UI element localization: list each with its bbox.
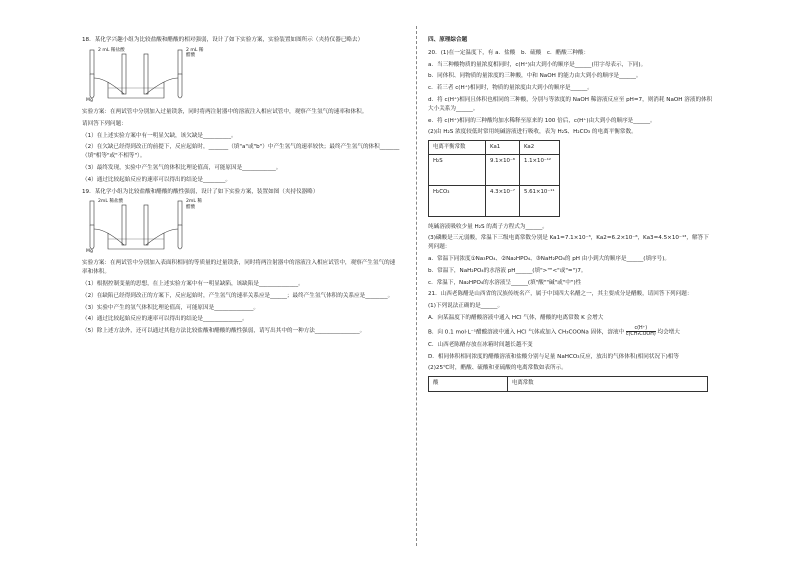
q19-apparatus-figure: [86, 199, 206, 255]
q20-item-b: b．同体积、同物质的量浓度的三种酸，中和 NaOH 的能力由大到小的顺序是______。: [428, 73, 642, 80]
q21-option-b-text: B．向 0.1 mol·L⁻¹醋酸溶液中通入 HCl 气体或加入 CH₃COONa 固体，溶液中: [428, 329, 625, 336]
table-cell: H₂CO₃: [429, 185, 486, 216]
q18-fig-right-label: 2 mL 稀醋酸: [186, 47, 204, 59]
q20-stem: 20．(1)在一定温度下，有 a．盐酸 b．硫酸 c．醋酸三种酸：: [428, 49, 590, 56]
q19-stem: 19．某化学小组为比较盐酸和醋酸的酸性强弱，设计了如下实验方案，装置如图（夹持仪器略）: [82, 188, 319, 195]
q18-prompt: 请回答下列问题：: [82, 120, 127, 127]
table-header-row: [429, 377, 708, 392]
q19-item-4: （4）通过比较起始反应的速率可以得出的结论是______________。: [82, 316, 248, 323]
left-column: [82, 36, 400, 339]
table-header-cell: 电离平衡常数: [429, 141, 486, 154]
fraction-numerator: c(H⁺): [626, 326, 656, 332]
q20-part2: (2)由 H₂S 浓度较低时常用纯碱溶液进行吸收，表为 H₂S、H₂CO₃ 的电离平衡常数。: [428, 129, 637, 136]
q21-option-c: C．山西老陈醋存放在冰箱时间越长越不变: [428, 341, 533, 348]
section-title: 四、原理综合题: [428, 37, 468, 43]
q19-item-3: （3）实验中产生的氢气体积比理论值高，可能原因是______________。: [82, 304, 259, 311]
table-cell: 1.1×10⁻¹²: [519, 154, 559, 185]
q20-item-a: a．当三种酸物质的量浓度相同时，c(H⁺)由大到小的顺序是______(用字母表示，下同)。: [428, 61, 647, 68]
q20-item-d: d．将 c(H⁺)相同且体积也相同的三种酸，分别与等浓度的 NaOH 稀溶液反应至 pH=7，则消耗 NaOH 溶液的体积大小关系为______。: [428, 97, 713, 112]
q20-part3-item-b: b．常温下，NaH₂PO₄的水溶液 pH______(填">""<"或"=")7。: [428, 267, 587, 274]
q19-fig-left-label: 2mL 稀盐酸: [98, 199, 124, 205]
q18-item-3: （3）最终发现，实验中产生氢气的体积比理论值高，可能原因是____________。: [82, 164, 282, 171]
table-row: [429, 185, 560, 216]
ionization-constant-table: [428, 140, 560, 216]
table-header-cell: Ka1: [486, 141, 520, 154]
q21-stem: 21．山西老陈醋是山西省的汉族传统名产，属于中国四大名醋之一，其主要成分是醋酸，请回答下列问题：: [428, 291, 693, 298]
fraction-denominator: c(CH₃COOH): [625, 332, 656, 338]
q19-item-1: （1）根据控制变量的思想，在上述实验方案中有一明显缺陷，该缺陷是______________。: [82, 280, 304, 287]
q18-scheme: 实验方案：在两试管中分别加入过量镁条，同时将两注射器中的溶液注入相应试管中，观察产生氢气的速率和体积。: [82, 108, 368, 115]
table-cell: H₂S: [429, 154, 486, 185]
q19-item-5: （5）除上述方法外，还可以通过其他方法比较盐酸和醋酸的酸性强弱，请写出其中的一种方法________________。: [82, 328, 366, 335]
q21-option-a: A．向某温度下的醋酸溶液中通入 HCl 气体，醋酸的电离常数 K 会增大: [428, 315, 604, 322]
table-header-cell: 酸: [429, 377, 508, 392]
q20-part2-question: 纯碱溶液吸收少量 H₂S 的离子方程式为______。: [428, 223, 548, 230]
table-header-cell: 电离常数: [508, 377, 708, 392]
table-cell: 4.3×10⁻⁷: [486, 185, 520, 216]
table-cell: 9.1×10⁻⁸: [486, 154, 520, 185]
q18-item-1: （1）在上述实验方案中有一明显欠缺，该欠缺是__________。: [82, 132, 237, 139]
q19-fig-right-label: 2mL 稀醋酸: [186, 199, 203, 210]
q20-item-e: e．将 c(H⁺)相同的三种酸均加水稀释至原来的 100 倍后，c(H⁺)由大到小的顺序是______。: [428, 117, 656, 124]
q21-option-b: [428, 326, 714, 338]
q18-stem: 18．某化学兴趣小组为比较盐酸和醋酸的相对强弱，设计了如下实验方案，实验装置如图所示（夹持仪器已略去）: [82, 37, 364, 43]
q21-sub1: (1)下列说法正确的是______。: [428, 303, 504, 310]
q18-fig-left-label: 2 mL 稀盐酸: [98, 47, 125, 53]
q21-option-b-fraction: [626, 326, 656, 338]
q20-item-c: c．若三者 c(H⁺)相同时，物质的量浓度由大到小的顺序是______。: [428, 85, 593, 92]
q18-item-4: （4）通过比较起始反应的速率可以得出的结论是________。: [82, 176, 231, 183]
table-row: [429, 154, 560, 185]
q20-part3: (3)磷酸是三元弱酸，常温下三级电离常数分别是 Ka1=7.1×10⁻³，Ka2=6.2×10⁻⁸，Ka3=4.5×10⁻¹³，解答下列问题：: [428, 235, 709, 251]
acid-constant-table: [428, 376, 708, 392]
right-column: [428, 36, 714, 398]
q18-item-2: （2）在欠缺已经得到改正的前提下，反应起始时，_______（填"a"或"b"）中产生氢气的速率较快；最终产生氢气的体积_______（填"相等"或"不相等"）。: [82, 144, 400, 160]
q21-option-b-tail: 均会增大: [657, 329, 680, 336]
q18-apparatus-figure: [86, 48, 206, 104]
q19-item-2: （2）在缺陷已经得到改正的方案下，反应起始时，产生氢气的速率关系应是______；最终产生氢气体积的关系应是________。: [82, 292, 394, 299]
q18-fig-mg-label: Mg: [86, 97, 93, 103]
q20-part3-item-a: a．常温下同浓度①Na₃PO₄、②Na₂HPO₄、③NaH₂PO₄的 pH 由小到大的顺序是______(填序号)。: [428, 255, 671, 262]
table-header-row: [429, 141, 560, 154]
table-cell: 5.61×10⁻¹¹: [519, 185, 559, 216]
table-header-cell: Ka2: [519, 141, 559, 154]
column-divider: [416, 26, 417, 546]
q21-sub2: (2)25℃时，醋酸、硫酸和亚硫酸的电离常数如表所示。: [428, 365, 567, 372]
q20-part3-item-c: c．常温下，Na₂HPO₄的水溶液呈______(填"酸""碱"或"中")性: [428, 279, 582, 286]
q21-option-d: D．相同体积相同浓度的醋酸溶液和盐酸分别与足量 NaHCO₃反应，放出的气体体积(相同状况下)相等: [428, 353, 679, 360]
q19-fig-mg-label: Mg: [86, 249, 93, 255]
q19-scheme: 实验方案：在两试管中分别加入表面积相同的等质量的过量镁条，同时将两注射器中的溶液注入相应试管中，观察产生氢气的速率和体积。: [82, 260, 396, 276]
